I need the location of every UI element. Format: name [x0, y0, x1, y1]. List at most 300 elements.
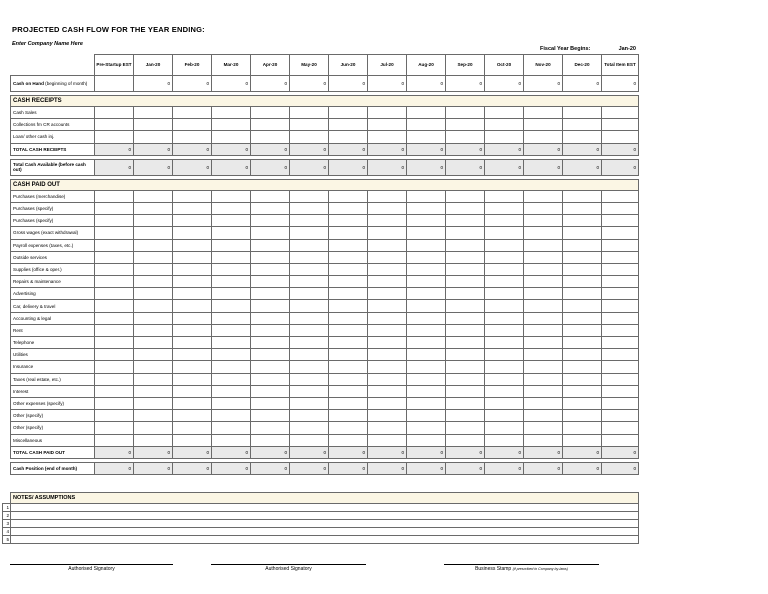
input-cell[interactable]: [173, 300, 212, 312]
input-cell[interactable]: [212, 190, 251, 202]
input-cell[interactable]: [134, 202, 173, 214]
input-cell[interactable]: [602, 131, 639, 143]
input-cell[interactable]: [134, 276, 173, 288]
value-cell[interactable]: [95, 76, 134, 92]
value-cell[interactable]: 0: [134, 446, 173, 458]
value-cell[interactable]: 0: [212, 446, 251, 458]
input-cell[interactable]: [446, 227, 485, 239]
input-cell[interactable]: [485, 107, 524, 119]
input-cell[interactable]: [290, 251, 329, 263]
input-cell[interactable]: [485, 227, 524, 239]
input-cell[interactable]: [446, 263, 485, 275]
input-cell[interactable]: [251, 397, 290, 409]
note-line-input[interactable]: [11, 504, 639, 512]
note-line-input[interactable]: [11, 520, 639, 528]
input-cell[interactable]: [173, 422, 212, 434]
value-cell[interactable]: 0: [407, 76, 446, 92]
value-cell[interactable]: 0: [368, 143, 407, 155]
input-cell[interactable]: [524, 119, 563, 131]
input-cell[interactable]: [173, 276, 212, 288]
value-cell[interactable]: 0: [368, 159, 407, 175]
input-cell[interactable]: [329, 131, 368, 143]
input-cell[interactable]: [95, 202, 134, 214]
input-cell[interactable]: [407, 119, 446, 131]
input-cell[interactable]: [329, 434, 368, 446]
input-cell[interactable]: [212, 263, 251, 275]
input-cell[interactable]: [407, 373, 446, 385]
input-cell[interactable]: [524, 312, 563, 324]
value-cell[interactable]: 0: [290, 76, 329, 92]
input-cell[interactable]: [446, 190, 485, 202]
input-cell[interactable]: [446, 385, 485, 397]
value-cell[interactable]: 0: [563, 76, 602, 92]
value-cell[interactable]: 0: [563, 462, 602, 474]
value-cell[interactable]: 0: [602, 143, 639, 155]
input-cell[interactable]: [602, 397, 639, 409]
input-cell[interactable]: [173, 324, 212, 336]
input-cell[interactable]: [407, 190, 446, 202]
input-cell[interactable]: [251, 324, 290, 336]
input-cell[interactable]: [602, 300, 639, 312]
input-cell[interactable]: [485, 337, 524, 349]
input-cell[interactable]: [446, 410, 485, 422]
input-cell[interactable]: [290, 337, 329, 349]
input-cell[interactable]: [407, 263, 446, 275]
input-cell[interactable]: [212, 202, 251, 214]
input-cell[interactable]: [446, 131, 485, 143]
input-cell[interactable]: [212, 337, 251, 349]
input-cell[interactable]: [407, 227, 446, 239]
input-cell[interactable]: [563, 300, 602, 312]
input-cell[interactable]: [407, 397, 446, 409]
value-cell[interactable]: 0: [602, 462, 639, 474]
input-cell[interactable]: [173, 397, 212, 409]
input-cell[interactable]: [407, 337, 446, 349]
input-cell[interactable]: [173, 131, 212, 143]
input-cell[interactable]: [290, 190, 329, 202]
input-cell[interactable]: [602, 215, 639, 227]
input-cell[interactable]: [446, 422, 485, 434]
input-cell[interactable]: [251, 385, 290, 397]
input-cell[interactable]: [407, 312, 446, 324]
input-cell[interactable]: [368, 215, 407, 227]
input-cell[interactable]: [485, 288, 524, 300]
input-cell[interactable]: [524, 107, 563, 119]
value-cell[interactable]: 0: [368, 446, 407, 458]
input-cell[interactable]: [173, 190, 212, 202]
input-cell[interactable]: [173, 215, 212, 227]
input-cell[interactable]: [290, 227, 329, 239]
input-cell[interactable]: [446, 119, 485, 131]
input-cell[interactable]: [446, 202, 485, 214]
input-cell[interactable]: [173, 251, 212, 263]
input-cell[interactable]: [329, 202, 368, 214]
input-cell[interactable]: [563, 324, 602, 336]
input-cell[interactable]: [563, 227, 602, 239]
input-cell[interactable]: [446, 349, 485, 361]
input-cell[interactable]: [251, 131, 290, 143]
value-cell[interactable]: 0: [602, 446, 639, 458]
value-cell[interactable]: 0: [485, 446, 524, 458]
input-cell[interactable]: [407, 107, 446, 119]
value-cell[interactable]: 0: [251, 462, 290, 474]
input-cell[interactable]: [524, 385, 563, 397]
input-cell[interactable]: [446, 288, 485, 300]
input-cell[interactable]: [524, 373, 563, 385]
input-cell[interactable]: [485, 119, 524, 131]
input-cell[interactable]: [602, 410, 639, 422]
input-cell[interactable]: [212, 397, 251, 409]
input-cell[interactable]: [329, 107, 368, 119]
input-cell[interactable]: [290, 202, 329, 214]
value-cell[interactable]: 0: [563, 143, 602, 155]
input-cell[interactable]: [368, 263, 407, 275]
value-cell[interactable]: 0: [290, 143, 329, 155]
value-cell[interactable]: 0: [134, 462, 173, 474]
input-cell[interactable]: [407, 215, 446, 227]
input-cell[interactable]: [563, 434, 602, 446]
input-cell[interactable]: [134, 300, 173, 312]
input-cell[interactable]: [95, 288, 134, 300]
input-cell[interactable]: [290, 131, 329, 143]
value-cell[interactable]: 0: [329, 76, 368, 92]
input-cell[interactable]: [407, 300, 446, 312]
input-cell[interactable]: [95, 215, 134, 227]
input-cell[interactable]: [602, 385, 639, 397]
input-cell[interactable]: [290, 349, 329, 361]
value-cell[interactable]: 0: [251, 159, 290, 175]
input-cell[interactable]: [563, 263, 602, 275]
input-cell[interactable]: [290, 410, 329, 422]
input-cell[interactable]: [368, 227, 407, 239]
input-cell[interactable]: [290, 361, 329, 373]
input-cell[interactable]: [524, 434, 563, 446]
input-cell[interactable]: [251, 434, 290, 446]
value-cell[interactable]: 0: [407, 462, 446, 474]
input-cell[interactable]: [602, 276, 639, 288]
value-cell[interactable]: 0: [212, 143, 251, 155]
input-cell[interactable]: [173, 202, 212, 214]
input-cell[interactable]: [95, 190, 134, 202]
input-cell[interactable]: [368, 300, 407, 312]
input-cell[interactable]: [95, 251, 134, 263]
input-cell[interactable]: [563, 251, 602, 263]
input-cell[interactable]: [290, 107, 329, 119]
input-cell[interactable]: [134, 131, 173, 143]
input-cell[interactable]: [290, 397, 329, 409]
input-cell[interactable]: [329, 190, 368, 202]
input-cell[interactable]: [95, 119, 134, 131]
input-cell[interactable]: [368, 131, 407, 143]
input-cell[interactable]: [368, 397, 407, 409]
input-cell[interactable]: [563, 410, 602, 422]
input-cell[interactable]: [173, 119, 212, 131]
input-cell[interactable]: [446, 276, 485, 288]
input-cell[interactable]: [407, 288, 446, 300]
company-name-field[interactable]: Enter Company Name Here: [12, 41, 83, 47]
input-cell[interactable]: [134, 227, 173, 239]
input-cell[interactable]: [563, 349, 602, 361]
input-cell[interactable]: [329, 410, 368, 422]
input-cell[interactable]: [251, 190, 290, 202]
input-cell[interactable]: [329, 119, 368, 131]
input-cell[interactable]: [95, 227, 134, 239]
input-cell[interactable]: [368, 251, 407, 263]
input-cell[interactable]: [524, 337, 563, 349]
input-cell[interactable]: [485, 202, 524, 214]
input-cell[interactable]: [134, 251, 173, 263]
note-line-input[interactable]: [11, 512, 639, 520]
input-cell[interactable]: [368, 107, 407, 119]
value-cell[interactable]: 0: [173, 446, 212, 458]
input-cell[interactable]: [524, 215, 563, 227]
input-cell[interactable]: [95, 410, 134, 422]
input-cell[interactable]: [251, 337, 290, 349]
input-cell[interactable]: [290, 312, 329, 324]
input-cell[interactable]: [134, 239, 173, 251]
input-cell[interactable]: [563, 239, 602, 251]
input-cell[interactable]: [134, 288, 173, 300]
input-cell[interactable]: [251, 410, 290, 422]
input-cell[interactable]: [563, 119, 602, 131]
input-cell[interactable]: [173, 349, 212, 361]
value-cell[interactable]: 0: [485, 143, 524, 155]
input-cell[interactable]: [95, 361, 134, 373]
value-cell[interactable]: 0: [485, 462, 524, 474]
input-cell[interactable]: [524, 239, 563, 251]
value-cell[interactable]: 0: [407, 446, 446, 458]
input-cell[interactable]: [524, 202, 563, 214]
input-cell[interactable]: [134, 349, 173, 361]
input-cell[interactable]: [251, 251, 290, 263]
input-cell[interactable]: [329, 324, 368, 336]
input-cell[interactable]: [485, 276, 524, 288]
input-cell[interactable]: [290, 300, 329, 312]
input-cell[interactable]: [368, 312, 407, 324]
input-cell[interactable]: [602, 337, 639, 349]
value-cell[interactable]: 0: [173, 462, 212, 474]
input-cell[interactable]: [251, 373, 290, 385]
input-cell[interactable]: [368, 361, 407, 373]
input-cell[interactable]: [251, 276, 290, 288]
value-cell[interactable]: 0: [524, 76, 563, 92]
input-cell[interactable]: [251, 361, 290, 373]
input-cell[interactable]: [368, 119, 407, 131]
input-cell[interactable]: [368, 349, 407, 361]
value-cell[interactable]: 0: [524, 462, 563, 474]
input-cell[interactable]: [95, 397, 134, 409]
input-cell[interactable]: [563, 337, 602, 349]
input-cell[interactable]: [368, 190, 407, 202]
input-cell[interactable]: [134, 422, 173, 434]
input-cell[interactable]: [134, 190, 173, 202]
input-cell[interactable]: [251, 263, 290, 275]
input-cell[interactable]: [407, 361, 446, 373]
input-cell[interactable]: [212, 373, 251, 385]
value-cell[interactable]: 0: [446, 462, 485, 474]
input-cell[interactable]: [446, 312, 485, 324]
input-cell[interactable]: [602, 312, 639, 324]
value-cell[interactable]: 0: [329, 143, 368, 155]
input-cell[interactable]: [446, 373, 485, 385]
input-cell[interactable]: [329, 227, 368, 239]
input-cell[interactable]: [329, 263, 368, 275]
input-cell[interactable]: [173, 288, 212, 300]
value-cell[interactable]: 0: [446, 446, 485, 458]
input-cell[interactable]: [212, 422, 251, 434]
input-cell[interactable]: [368, 324, 407, 336]
input-cell[interactable]: [212, 410, 251, 422]
input-cell[interactable]: [563, 312, 602, 324]
value-cell[interactable]: 0: [329, 446, 368, 458]
input-cell[interactable]: [251, 288, 290, 300]
input-cell[interactable]: [95, 373, 134, 385]
value-cell[interactable]: 0: [134, 159, 173, 175]
value-cell[interactable]: 0: [95, 446, 134, 458]
input-cell[interactable]: [485, 300, 524, 312]
input-cell[interactable]: [446, 107, 485, 119]
value-cell[interactable]: 0: [95, 159, 134, 175]
input-cell[interactable]: [368, 288, 407, 300]
input-cell[interactable]: [602, 227, 639, 239]
input-cell[interactable]: [290, 373, 329, 385]
input-cell[interactable]: [134, 361, 173, 373]
input-cell[interactable]: [368, 373, 407, 385]
input-cell[interactable]: [212, 324, 251, 336]
input-cell[interactable]: [290, 288, 329, 300]
input-cell[interactable]: [602, 107, 639, 119]
input-cell[interactable]: [485, 373, 524, 385]
input-cell[interactable]: [563, 422, 602, 434]
input-cell[interactable]: [524, 422, 563, 434]
input-cell[interactable]: [368, 410, 407, 422]
value-cell[interactable]: 0: [368, 462, 407, 474]
note-line-input[interactable]: [11, 528, 639, 536]
value-cell[interactable]: 0: [602, 76, 639, 92]
input-cell[interactable]: [134, 215, 173, 227]
input-cell[interactable]: [407, 276, 446, 288]
input-cell[interactable]: [524, 263, 563, 275]
input-cell[interactable]: [251, 349, 290, 361]
input-cell[interactable]: [329, 422, 368, 434]
input-cell[interactable]: [173, 312, 212, 324]
value-cell[interactable]: 0: [173, 76, 212, 92]
input-cell[interactable]: [602, 202, 639, 214]
input-cell[interactable]: [524, 190, 563, 202]
input-cell[interactable]: [524, 324, 563, 336]
input-cell[interactable]: [95, 239, 134, 251]
value-cell[interactable]: 0: [251, 143, 290, 155]
input-cell[interactable]: [329, 361, 368, 373]
input-cell[interactable]: [95, 434, 134, 446]
input-cell[interactable]: [329, 300, 368, 312]
input-cell[interactable]: [95, 131, 134, 143]
input-cell[interactable]: [407, 131, 446, 143]
input-cell[interactable]: [95, 337, 134, 349]
input-cell[interactable]: [95, 263, 134, 275]
input-cell[interactable]: [563, 288, 602, 300]
input-cell[interactable]: [290, 263, 329, 275]
value-cell[interactable]: 0: [95, 143, 134, 155]
input-cell[interactable]: [173, 410, 212, 422]
input-cell[interactable]: [173, 227, 212, 239]
input-cell[interactable]: [290, 324, 329, 336]
input-cell[interactable]: [251, 422, 290, 434]
input-cell[interactable]: [602, 373, 639, 385]
value-cell[interactable]: 0: [524, 446, 563, 458]
value-cell[interactable]: 0: [446, 159, 485, 175]
input-cell[interactable]: [329, 251, 368, 263]
input-cell[interactable]: [602, 361, 639, 373]
input-cell[interactable]: [407, 324, 446, 336]
input-cell[interactable]: [368, 422, 407, 434]
input-cell[interactable]: [602, 251, 639, 263]
input-cell[interactable]: [173, 361, 212, 373]
input-cell[interactable]: [368, 434, 407, 446]
value-cell[interactable]: 0: [602, 159, 639, 175]
input-cell[interactable]: [602, 434, 639, 446]
input-cell[interactable]: [329, 349, 368, 361]
input-cell[interactable]: [485, 422, 524, 434]
input-cell[interactable]: [602, 119, 639, 131]
input-cell[interactable]: [212, 119, 251, 131]
input-cell[interactable]: [446, 434, 485, 446]
input-cell[interactable]: [134, 119, 173, 131]
input-cell[interactable]: [290, 239, 329, 251]
input-cell[interactable]: [485, 239, 524, 251]
input-cell[interactable]: [563, 131, 602, 143]
input-cell[interactable]: [485, 410, 524, 422]
input-cell[interactable]: [563, 276, 602, 288]
input-cell[interactable]: [329, 276, 368, 288]
input-cell[interactable]: [173, 385, 212, 397]
input-cell[interactable]: [524, 300, 563, 312]
input-cell[interactable]: [446, 337, 485, 349]
input-cell[interactable]: [485, 434, 524, 446]
input-cell[interactable]: [212, 312, 251, 324]
input-cell[interactable]: [485, 361, 524, 373]
input-cell[interactable]: [95, 276, 134, 288]
input-cell[interactable]: [524, 397, 563, 409]
input-cell[interactable]: [329, 373, 368, 385]
input-cell[interactable]: [329, 215, 368, 227]
input-cell[interactable]: [563, 397, 602, 409]
input-cell[interactable]: [134, 107, 173, 119]
input-cell[interactable]: [134, 373, 173, 385]
input-cell[interactable]: [212, 251, 251, 263]
value-cell[interactable]: 0: [290, 462, 329, 474]
input-cell[interactable]: [485, 215, 524, 227]
input-cell[interactable]: [368, 202, 407, 214]
input-cell[interactable]: [368, 239, 407, 251]
value-cell[interactable]: 0: [290, 446, 329, 458]
input-cell[interactable]: [134, 312, 173, 324]
input-cell[interactable]: [212, 276, 251, 288]
value-cell[interactable]: 0: [446, 143, 485, 155]
input-cell[interactable]: [290, 385, 329, 397]
input-cell[interactable]: [407, 202, 446, 214]
input-cell[interactable]: [251, 119, 290, 131]
value-cell[interactable]: 0: [329, 462, 368, 474]
input-cell[interactable]: [290, 119, 329, 131]
input-cell[interactable]: [95, 324, 134, 336]
value-cell[interactable]: 0: [407, 159, 446, 175]
input-cell[interactable]: [95, 385, 134, 397]
input-cell[interactable]: [602, 349, 639, 361]
input-cell[interactable]: [329, 239, 368, 251]
input-cell[interactable]: [485, 263, 524, 275]
input-cell[interactable]: [251, 239, 290, 251]
